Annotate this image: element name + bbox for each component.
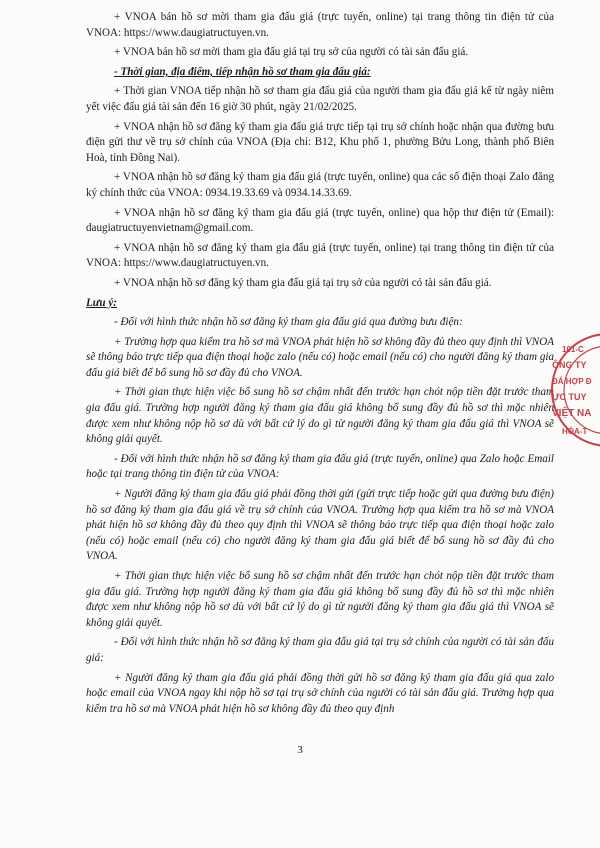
- paragraph: - Đối với hình thức nhận hồ sơ đăng ký tham gia đấu giá tại trụ sở chính của người có tài sản đấu giá:: [86, 636, 554, 664]
- section-heading: - Thời gian, địa điểm, tiếp nhận hồ sơ tham gia đấu giá:: [114, 65, 371, 78]
- stamp-text: ÔNG TY: [552, 360, 587, 370]
- paragraph: + VNOA bán hồ sơ mời tham gia đấu giá tại trụ sở của người có tài sản đấu giá.: [114, 46, 469, 59]
- paragraph: + Trường hợp qua kiểm tra hồ sơ mà VNOA phát hiện hồ sơ không đầy đủ theo quy định thì VNOA sẽ thông báo trực tiếp qua điện thoại hoặc zalo (nếu có) hoặc email (nếu có) cho người đăng ký tham gia đấu giá biết để bổ sung hồ sơ đầy đủ cho VNOA.: [86, 335, 554, 379]
- paragraph: + VNOA nhận hồ sơ đăng ký tham gia đấu giá (trực tuyến, online) qua các số điện thoại Zalo đăng ký chính thức của VNOA: 0934.19.33.69 và 0934.14.33.69.: [86, 171, 554, 199]
- paragraph: + Thời gian thực hiện việc bổ sung hồ sơ chậm nhất đến trước hạn chót nộp tiền đặt trước tham gia đấu giá. Trường hợp người đăng ký tham gia đấu giá không bổ sung đầy đủ hồ sơ thì mặc nhiên được xem như không nộp hồ sơ dù với bất cứ lý do gì từ người đăng ký tham gia đấu giá thì VNOA sẽ không giải quyết.: [86, 386, 554, 446]
- paragraph: + VNOA nhận hồ sơ đăng ký tham gia đấu giá trực tiếp tại trụ sở chính hoặc nhận qua đường bưu điện gửi thư về trụ sở chính của VNOA (Địa chỉ: B12, Khu phố 1, phường Bửu Long, thành phố Biên Hoà, tỉnh Đồng Nai).: [86, 120, 554, 164]
- stamp-text: ĐÁ HỢP Đ: [552, 377, 592, 386]
- paragraph: + VNOA bán hồ sơ mời tham gia đấu giá (trực tuyến, online) tại trang thông tin điện tử của VNOA: https://www.daugiatructuyen.vn.: [86, 11, 554, 39]
- paragraph: - Đối với hình thức nhận hồ sơ đăng ký tham gia đấu giá qua đường bưu điện:: [114, 316, 463, 329]
- section-heading: Lưu ý:: [86, 296, 117, 309]
- paragraph: - Đối với hình thức nhận hồ sơ đăng ký tham gia đấu giá (trực tuyến, online) qua Zalo hoặc Email hoặc tại trang thông tin điện tử của VNOA:: [86, 452, 554, 481]
- stamp-text: 101-C: [562, 345, 584, 354]
- stamp-text: ỰC TUY: [552, 392, 587, 402]
- paragraph: + Thời gian VNOA tiếp nhận hồ sơ tham gia đấu giá của người tham gia đấu giá kể từ ngày niêm yết việc đấu giá tài sản đến 16 giờ 30 phút, ngày 21/02/2025.: [86, 85, 554, 113]
- stamp-text: VIỆT NA: [552, 408, 592, 419]
- paragraph: + Thời gian thực hiện việc bổ sung hồ sơ chậm nhất đến trước hạn chót nộp tiền đặt trước tham gia đấu giá. Trường hợp người đăng ký tham gia đấu giá không bổ sung đầy đủ hồ sơ thì mặc nhiên được xem như không nộp hồ sơ dù với bất cứ lý do gì từ người đăng ký tham gia đấu giá thì VNOA sẽ không giải quyết.: [86, 570, 554, 629]
- paragraph: + VNOA nhận hồ sơ đăng ký tham gia đấu giá (trực tuyến, online) tại trang thông tin điện tử của VNOA: https://www.daugiatructuyen.vn.: [86, 241, 554, 270]
- page-body: [86, 10, 554, 721]
- paragraph: + Người đăng ký tham gia đấu giá phải đồng thời gửi (gửi trực tiếp hoặc gửi qua đường bưu điện) hồ sơ đăng ký tham gia đấu giá về trụ sở chính của VNOA. Trường hợp qua kiểm tra hồ sơ mà VNOA phát hiện hồ sơ không đầy đủ theo quy định thì VNOA sẽ thông báo trực tiếp qua điện thoại hoặc zalo (nếu có) hoặc email (nếu có) cho người đăng ký tham gia đấu giá biết để bổ sung hồ sơ đầy đủ cho VNOA.: [86, 488, 554, 563]
- stamp-text: HÓA-T: [562, 427, 588, 436]
- page-number: 3: [297, 744, 303, 756]
- paragraph: + VNOA nhận hồ sơ đăng ký tham gia đấu giá tại trụ sở của người có tài sản đấu giá.: [114, 276, 492, 289]
- company-seal: [548, 330, 600, 450]
- paragraph: + VNOA nhận hồ sơ đăng ký tham gia đấu giá (trực tuyến, online) qua hộp thư điện tử (Email): daugiatructuyenvietnam@gmail.com.: [86, 206, 554, 235]
- paragraph: + Người đăng ký tham gia đấu giá phải đồng thời gửi hồ sơ đăng ký tham gia đấu giá qua zalo hoặc email của VNOA ngay khi nộp hồ sơ tại trụ sở chính của người có tài sản đấu giá. Trường hợp qua kiểm tra hồ sơ mà VNOA phát hiện hồ sơ không đầy đủ theo quy định: [86, 671, 554, 715]
